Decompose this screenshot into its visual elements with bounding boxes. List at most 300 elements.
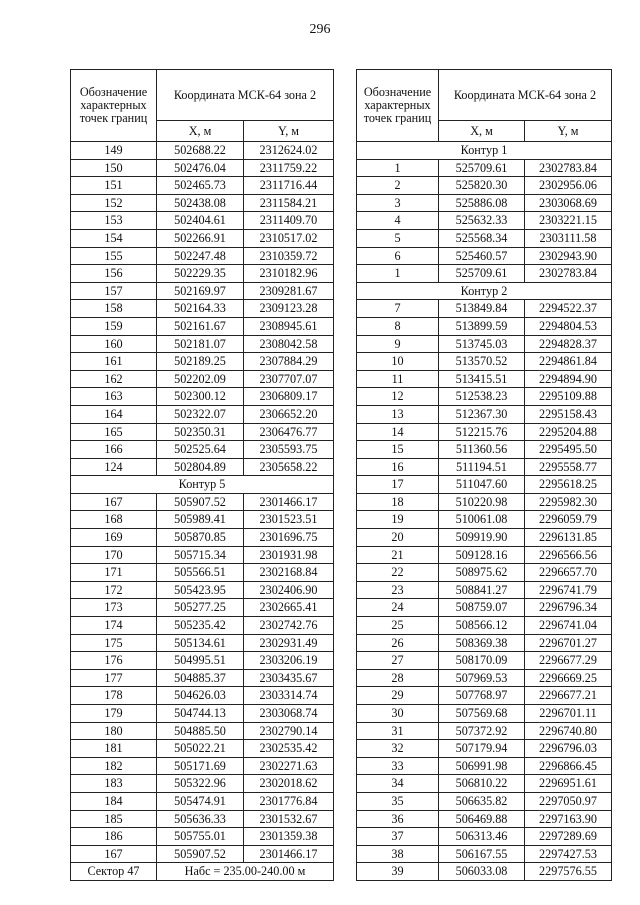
y-coordinate: 2303314.74 xyxy=(244,687,334,705)
y-coordinate: 2306809.17 xyxy=(244,388,334,406)
table-row xyxy=(357,229,612,247)
x-coordinate: 505870.85 xyxy=(157,529,244,547)
x-coordinate: 510220.98 xyxy=(439,493,525,511)
x-coordinate: 504885.37 xyxy=(157,669,244,687)
x-coordinate: 502300.12 xyxy=(157,388,244,406)
y-coordinate: 2297050.97 xyxy=(525,792,612,810)
point-number: 31 xyxy=(357,722,439,740)
point-number: 39 xyxy=(357,863,439,881)
point-number: 158 xyxy=(71,300,157,318)
table-row xyxy=(357,634,612,652)
y-coordinate: 2296796.34 xyxy=(525,599,612,617)
table-row xyxy=(71,282,334,300)
x-coordinate: 513849.84 xyxy=(439,300,525,318)
table-row xyxy=(71,177,334,195)
point-number: 163 xyxy=(71,388,157,406)
x-coordinate: 502247.48 xyxy=(157,247,244,265)
y-coordinate: 2296657.70 xyxy=(525,564,612,582)
x-coordinate: 502181.07 xyxy=(157,335,244,353)
contour-header-row xyxy=(357,282,612,300)
table-row xyxy=(71,229,334,247)
x-coordinate: 513899.59 xyxy=(439,317,525,335)
x-coordinate: 502189.25 xyxy=(157,353,244,371)
point-number: 26 xyxy=(357,634,439,652)
y-coordinate: 2302406.90 xyxy=(244,581,334,599)
point-number: 170 xyxy=(71,546,157,564)
y-coordinate: 2296866.45 xyxy=(525,757,612,775)
table-row xyxy=(71,546,334,564)
y-coordinate: 2311759.22 xyxy=(244,159,334,177)
table-row xyxy=(357,177,612,195)
point-number: 176 xyxy=(71,652,157,670)
sector-label: Сектор 47 xyxy=(71,863,157,881)
table-row xyxy=(71,353,334,371)
table-row xyxy=(71,405,334,423)
header-designation: Обозначение характерных точек границ xyxy=(71,70,157,142)
point-number: 12 xyxy=(357,388,439,406)
table-row xyxy=(71,388,334,406)
table-row xyxy=(71,335,334,353)
x-coordinate: 525709.61 xyxy=(439,265,525,283)
y-coordinate: 2294522.37 xyxy=(525,300,612,318)
x-coordinate: 502476.04 xyxy=(157,159,244,177)
x-coordinate: 512215.76 xyxy=(439,423,525,441)
y-coordinate: 2294804.53 xyxy=(525,317,612,335)
y-coordinate: 2301532.67 xyxy=(244,810,334,828)
table-row xyxy=(71,617,334,635)
table-row xyxy=(357,194,612,212)
table-row xyxy=(357,828,612,846)
x-coordinate: 502465.73 xyxy=(157,177,244,195)
y-coordinate: 2302783.84 xyxy=(525,265,612,283)
point-number: 172 xyxy=(71,581,157,599)
x-coordinate: 525632.33 xyxy=(439,212,525,230)
table-row xyxy=(71,458,334,476)
y-coordinate: 2301466.17 xyxy=(244,493,334,511)
table-row xyxy=(71,740,334,758)
y-coordinate: 2296741.04 xyxy=(525,617,612,635)
header-y: Y, м xyxy=(244,121,334,142)
y-coordinate: 2310182.96 xyxy=(244,265,334,283)
y-coordinate: 2296677.29 xyxy=(525,652,612,670)
y-coordinate: 2307884.29 xyxy=(244,353,334,371)
point-number: 32 xyxy=(357,740,439,758)
point-number: 1 xyxy=(357,159,439,177)
x-coordinate: 505474.91 xyxy=(157,792,244,810)
point-number: 15 xyxy=(357,441,439,459)
point-number: 30 xyxy=(357,705,439,723)
table-row xyxy=(71,370,334,388)
table-row xyxy=(357,353,612,371)
x-coordinate: 508566.12 xyxy=(439,617,525,635)
point-number: 36 xyxy=(357,810,439,828)
table-row xyxy=(357,863,612,881)
y-coordinate: 2301931.98 xyxy=(244,546,334,564)
point-number: 186 xyxy=(71,828,157,846)
point-number: 167 xyxy=(71,845,157,863)
y-coordinate: 2297163.90 xyxy=(525,810,612,828)
y-coordinate: 2296741.79 xyxy=(525,581,612,599)
header-x: X, м xyxy=(439,121,525,142)
x-coordinate: 505171.69 xyxy=(157,757,244,775)
table-row xyxy=(71,828,334,846)
y-coordinate: 2302168.84 xyxy=(244,564,334,582)
x-coordinate: 525568.34 xyxy=(439,229,525,247)
y-coordinate: 2312624.02 xyxy=(244,142,334,160)
y-coordinate: 2311716.44 xyxy=(244,177,334,195)
y-coordinate: 2296677.21 xyxy=(525,687,612,705)
x-coordinate: 504626.03 xyxy=(157,687,244,705)
point-number: 23 xyxy=(357,581,439,599)
point-number: 4 xyxy=(357,212,439,230)
y-coordinate: 2296796.03 xyxy=(525,740,612,758)
table-row xyxy=(357,810,612,828)
table-row xyxy=(357,792,612,810)
y-coordinate: 2296566.56 xyxy=(525,546,612,564)
x-coordinate: 508759.07 xyxy=(439,599,525,617)
point-number: 164 xyxy=(71,405,157,423)
y-coordinate: 2301776.84 xyxy=(244,792,334,810)
x-coordinate: 507372.92 xyxy=(439,722,525,740)
x-coordinate: 505907.52 xyxy=(157,845,244,863)
table-row xyxy=(357,388,612,406)
point-number: 151 xyxy=(71,177,157,195)
point-number: 159 xyxy=(71,317,157,335)
x-coordinate: 510061.08 xyxy=(439,511,525,529)
table-row xyxy=(71,722,334,740)
contour-label: Контур 5 xyxy=(71,476,334,494)
x-coordinate: 506810.22 xyxy=(439,775,525,793)
point-number: 156 xyxy=(71,265,157,283)
point-number: 7 xyxy=(357,300,439,318)
point-number: 178 xyxy=(71,687,157,705)
point-number: 27 xyxy=(357,652,439,670)
table-row xyxy=(357,564,612,582)
y-coordinate: 2310517.02 xyxy=(244,229,334,247)
x-coordinate: 508369.38 xyxy=(439,634,525,652)
x-coordinate: 505134.61 xyxy=(157,634,244,652)
point-number: 165 xyxy=(71,423,157,441)
point-number: 1 xyxy=(357,265,439,283)
table-row xyxy=(71,564,334,582)
x-coordinate: 505022.21 xyxy=(157,740,244,758)
point-number: 175 xyxy=(71,634,157,652)
y-coordinate: 2302535.42 xyxy=(244,740,334,758)
table-row xyxy=(71,792,334,810)
table-row xyxy=(357,757,612,775)
point-number: 33 xyxy=(357,757,439,775)
x-coordinate: 504995.51 xyxy=(157,652,244,670)
x-coordinate: 525886.08 xyxy=(439,194,525,212)
x-coordinate: 513745.03 xyxy=(439,335,525,353)
table-row xyxy=(357,212,612,230)
contour-header-row xyxy=(357,142,612,160)
table-row xyxy=(357,370,612,388)
point-number: 10 xyxy=(357,353,439,371)
x-coordinate: 509128.16 xyxy=(439,546,525,564)
y-coordinate: 2301696.75 xyxy=(244,529,334,547)
y-coordinate: 2302790.14 xyxy=(244,722,334,740)
x-coordinate: 505277.25 xyxy=(157,599,244,617)
x-coordinate: 502688.22 xyxy=(157,142,244,160)
point-number: 14 xyxy=(357,423,439,441)
table-row xyxy=(71,634,334,652)
point-number: 171 xyxy=(71,564,157,582)
point-number: 38 xyxy=(357,845,439,863)
x-coordinate: 502161.67 xyxy=(157,317,244,335)
left-coordinates-table xyxy=(70,69,334,881)
table-row xyxy=(71,810,334,828)
y-coordinate: 2301359.38 xyxy=(244,828,334,846)
x-coordinate: 506033.08 xyxy=(439,863,525,881)
x-coordinate: 505423.95 xyxy=(157,581,244,599)
x-coordinate: 505636.33 xyxy=(157,810,244,828)
header-coord-system: Координата МСК-64 зона 2 xyxy=(439,70,612,121)
y-coordinate: 2302665.41 xyxy=(244,599,334,617)
x-coordinate: 502164.33 xyxy=(157,300,244,318)
x-coordinate: 525709.61 xyxy=(439,159,525,177)
table-row xyxy=(71,511,334,529)
y-coordinate: 2294828.37 xyxy=(525,335,612,353)
x-coordinate: 505322.96 xyxy=(157,775,244,793)
x-coordinate: 502404.61 xyxy=(157,212,244,230)
table-row xyxy=(357,845,612,863)
point-number: 9 xyxy=(357,335,439,353)
point-number: 16 xyxy=(357,458,439,476)
y-coordinate: 2294894.90 xyxy=(525,370,612,388)
x-coordinate: 507969.53 xyxy=(439,669,525,687)
y-coordinate: 2295204.88 xyxy=(525,423,612,441)
y-coordinate: 2303068.74 xyxy=(244,705,334,723)
y-coordinate: 2301523.51 xyxy=(244,511,334,529)
header-x: X, м xyxy=(157,121,244,142)
x-coordinate: 504744.13 xyxy=(157,705,244,723)
x-coordinate: 506313.46 xyxy=(439,828,525,846)
x-coordinate: 505907.52 xyxy=(157,493,244,511)
point-number: 149 xyxy=(71,142,157,160)
point-number: 3 xyxy=(357,194,439,212)
table-row xyxy=(71,300,334,318)
table-row xyxy=(71,669,334,687)
point-number: 18 xyxy=(357,493,439,511)
point-number: 162 xyxy=(71,370,157,388)
table-row xyxy=(71,757,334,775)
y-coordinate: 2306476.77 xyxy=(244,423,334,441)
point-number: 5 xyxy=(357,229,439,247)
table-row xyxy=(71,493,334,511)
y-coordinate: 2308945.61 xyxy=(244,317,334,335)
point-number: 24 xyxy=(357,599,439,617)
point-number: 2 xyxy=(357,177,439,195)
table-row xyxy=(357,546,612,564)
point-number: 37 xyxy=(357,828,439,846)
table-row xyxy=(71,581,334,599)
y-coordinate: 2296701.27 xyxy=(525,634,612,652)
table-row xyxy=(71,652,334,670)
point-number: 177 xyxy=(71,669,157,687)
y-coordinate: 2303111.58 xyxy=(525,229,612,247)
point-number: 25 xyxy=(357,617,439,635)
point-number: 161 xyxy=(71,353,157,371)
point-number: 153 xyxy=(71,212,157,230)
point-number: 13 xyxy=(357,405,439,423)
y-coordinate: 2297427.53 xyxy=(525,845,612,863)
table-row xyxy=(357,458,612,476)
y-coordinate: 2302018.62 xyxy=(244,775,334,793)
x-coordinate: 512538.23 xyxy=(439,388,525,406)
point-number: 167 xyxy=(71,493,157,511)
x-coordinate: 506167.55 xyxy=(439,845,525,863)
x-coordinate: 506991.98 xyxy=(439,757,525,775)
table-row xyxy=(71,687,334,705)
x-coordinate: 507179.94 xyxy=(439,740,525,758)
y-coordinate: 2307707.07 xyxy=(244,370,334,388)
table-row xyxy=(357,617,612,635)
contour-label: Контур 2 xyxy=(357,282,612,300)
table-row xyxy=(71,423,334,441)
y-coordinate: 2303221.15 xyxy=(525,212,612,230)
table-row xyxy=(357,300,612,318)
x-coordinate: 502266.91 xyxy=(157,229,244,247)
point-number: 180 xyxy=(71,722,157,740)
x-coordinate: 502169.97 xyxy=(157,282,244,300)
point-number: 173 xyxy=(71,599,157,617)
y-coordinate: 2305593.75 xyxy=(244,441,334,459)
table-row xyxy=(71,845,334,863)
y-coordinate: 2310359.72 xyxy=(244,247,334,265)
point-number: 20 xyxy=(357,529,439,547)
x-coordinate: 507768.97 xyxy=(439,687,525,705)
point-number: 6 xyxy=(357,247,439,265)
y-coordinate: 2296669.25 xyxy=(525,669,612,687)
point-number: 28 xyxy=(357,669,439,687)
header-designation: Обозначение характерных точек границ xyxy=(357,70,439,142)
y-coordinate: 2303206.19 xyxy=(244,652,334,670)
x-coordinate: 502350.31 xyxy=(157,423,244,441)
table-row xyxy=(357,476,612,494)
point-number: 182 xyxy=(71,757,157,775)
table-row xyxy=(357,493,612,511)
y-coordinate: 2297576.55 xyxy=(525,863,612,881)
x-coordinate: 512367.30 xyxy=(439,405,525,423)
x-coordinate: 505755.01 xyxy=(157,828,244,846)
sector-height-range: Набс = 235.00-240.00 м xyxy=(157,863,334,881)
x-coordinate: 525820.30 xyxy=(439,177,525,195)
point-number: 157 xyxy=(71,282,157,300)
y-coordinate: 2296951.61 xyxy=(525,775,612,793)
contour-header-row xyxy=(71,476,334,494)
table-row xyxy=(357,405,612,423)
x-coordinate: 511360.56 xyxy=(439,441,525,459)
y-coordinate: 2295495.50 xyxy=(525,441,612,459)
y-coordinate: 2305658.22 xyxy=(244,458,334,476)
table-row xyxy=(357,722,612,740)
y-coordinate: 2295158.43 xyxy=(525,405,612,423)
y-coordinate: 2302956.06 xyxy=(525,177,612,195)
table-row xyxy=(71,775,334,793)
table-row xyxy=(71,317,334,335)
y-coordinate: 2296701.11 xyxy=(525,705,612,723)
header-y: Y, м xyxy=(525,121,612,142)
point-number: 179 xyxy=(71,705,157,723)
table-row xyxy=(357,581,612,599)
table-row xyxy=(357,652,612,670)
y-coordinate: 2295109.88 xyxy=(525,388,612,406)
table-row xyxy=(357,687,612,705)
point-number: 152 xyxy=(71,194,157,212)
y-coordinate: 2302783.84 xyxy=(525,159,612,177)
x-coordinate: 525460.57 xyxy=(439,247,525,265)
y-coordinate: 2295982.30 xyxy=(525,493,612,511)
table-row xyxy=(357,335,612,353)
table-row xyxy=(357,317,612,335)
x-coordinate: 506635.82 xyxy=(439,792,525,810)
table-row xyxy=(71,159,334,177)
y-coordinate: 2311409.70 xyxy=(244,212,334,230)
page-number: 296 xyxy=(309,22,331,37)
y-coordinate: 2295618.25 xyxy=(525,476,612,494)
x-coordinate: 502438.08 xyxy=(157,194,244,212)
y-coordinate: 2302943.90 xyxy=(525,247,612,265)
table-row xyxy=(357,423,612,441)
y-coordinate: 2302271.63 xyxy=(244,757,334,775)
y-coordinate: 2301466.17 xyxy=(244,845,334,863)
point-number: 168 xyxy=(71,511,157,529)
y-coordinate: 2308042.58 xyxy=(244,335,334,353)
x-coordinate: 502525.64 xyxy=(157,441,244,459)
x-coordinate: 508841.27 xyxy=(439,581,525,599)
point-number: 183 xyxy=(71,775,157,793)
y-coordinate: 2309123.28 xyxy=(244,300,334,318)
table-row xyxy=(71,212,334,230)
point-number: 169 xyxy=(71,529,157,547)
y-coordinate: 2296131.85 xyxy=(525,529,612,547)
x-coordinate: 513570.52 xyxy=(439,353,525,371)
x-coordinate: 505989.41 xyxy=(157,511,244,529)
x-coordinate: 504885.50 xyxy=(157,722,244,740)
point-number: 21 xyxy=(357,546,439,564)
table-row xyxy=(71,599,334,617)
table-row xyxy=(357,247,612,265)
table-row xyxy=(357,705,612,723)
table-row xyxy=(357,599,612,617)
y-coordinate: 2295558.77 xyxy=(525,458,612,476)
point-number: 181 xyxy=(71,740,157,758)
point-number: 34 xyxy=(357,775,439,793)
point-number: 154 xyxy=(71,229,157,247)
point-number: 35 xyxy=(357,792,439,810)
table-row xyxy=(357,159,612,177)
x-coordinate: 502804.89 xyxy=(157,458,244,476)
x-coordinate: 511194.51 xyxy=(439,458,525,476)
right-coordinates-table xyxy=(356,69,612,881)
point-number: 11 xyxy=(357,370,439,388)
table-row xyxy=(357,740,612,758)
x-coordinate: 505235.42 xyxy=(157,617,244,635)
x-coordinate: 508975.62 xyxy=(439,564,525,582)
contour-label: Контур 1 xyxy=(357,142,612,160)
table-row xyxy=(357,265,612,283)
x-coordinate: 502229.35 xyxy=(157,265,244,283)
point-number: 184 xyxy=(71,792,157,810)
point-number: 29 xyxy=(357,687,439,705)
y-coordinate: 2306652.20 xyxy=(244,405,334,423)
y-coordinate: 2296740.80 xyxy=(525,722,612,740)
header-coord-system: Координата МСК-64 зона 2 xyxy=(157,70,334,121)
y-coordinate: 2302931.49 xyxy=(244,634,334,652)
table-row xyxy=(71,142,334,160)
point-number: 124 xyxy=(71,458,157,476)
